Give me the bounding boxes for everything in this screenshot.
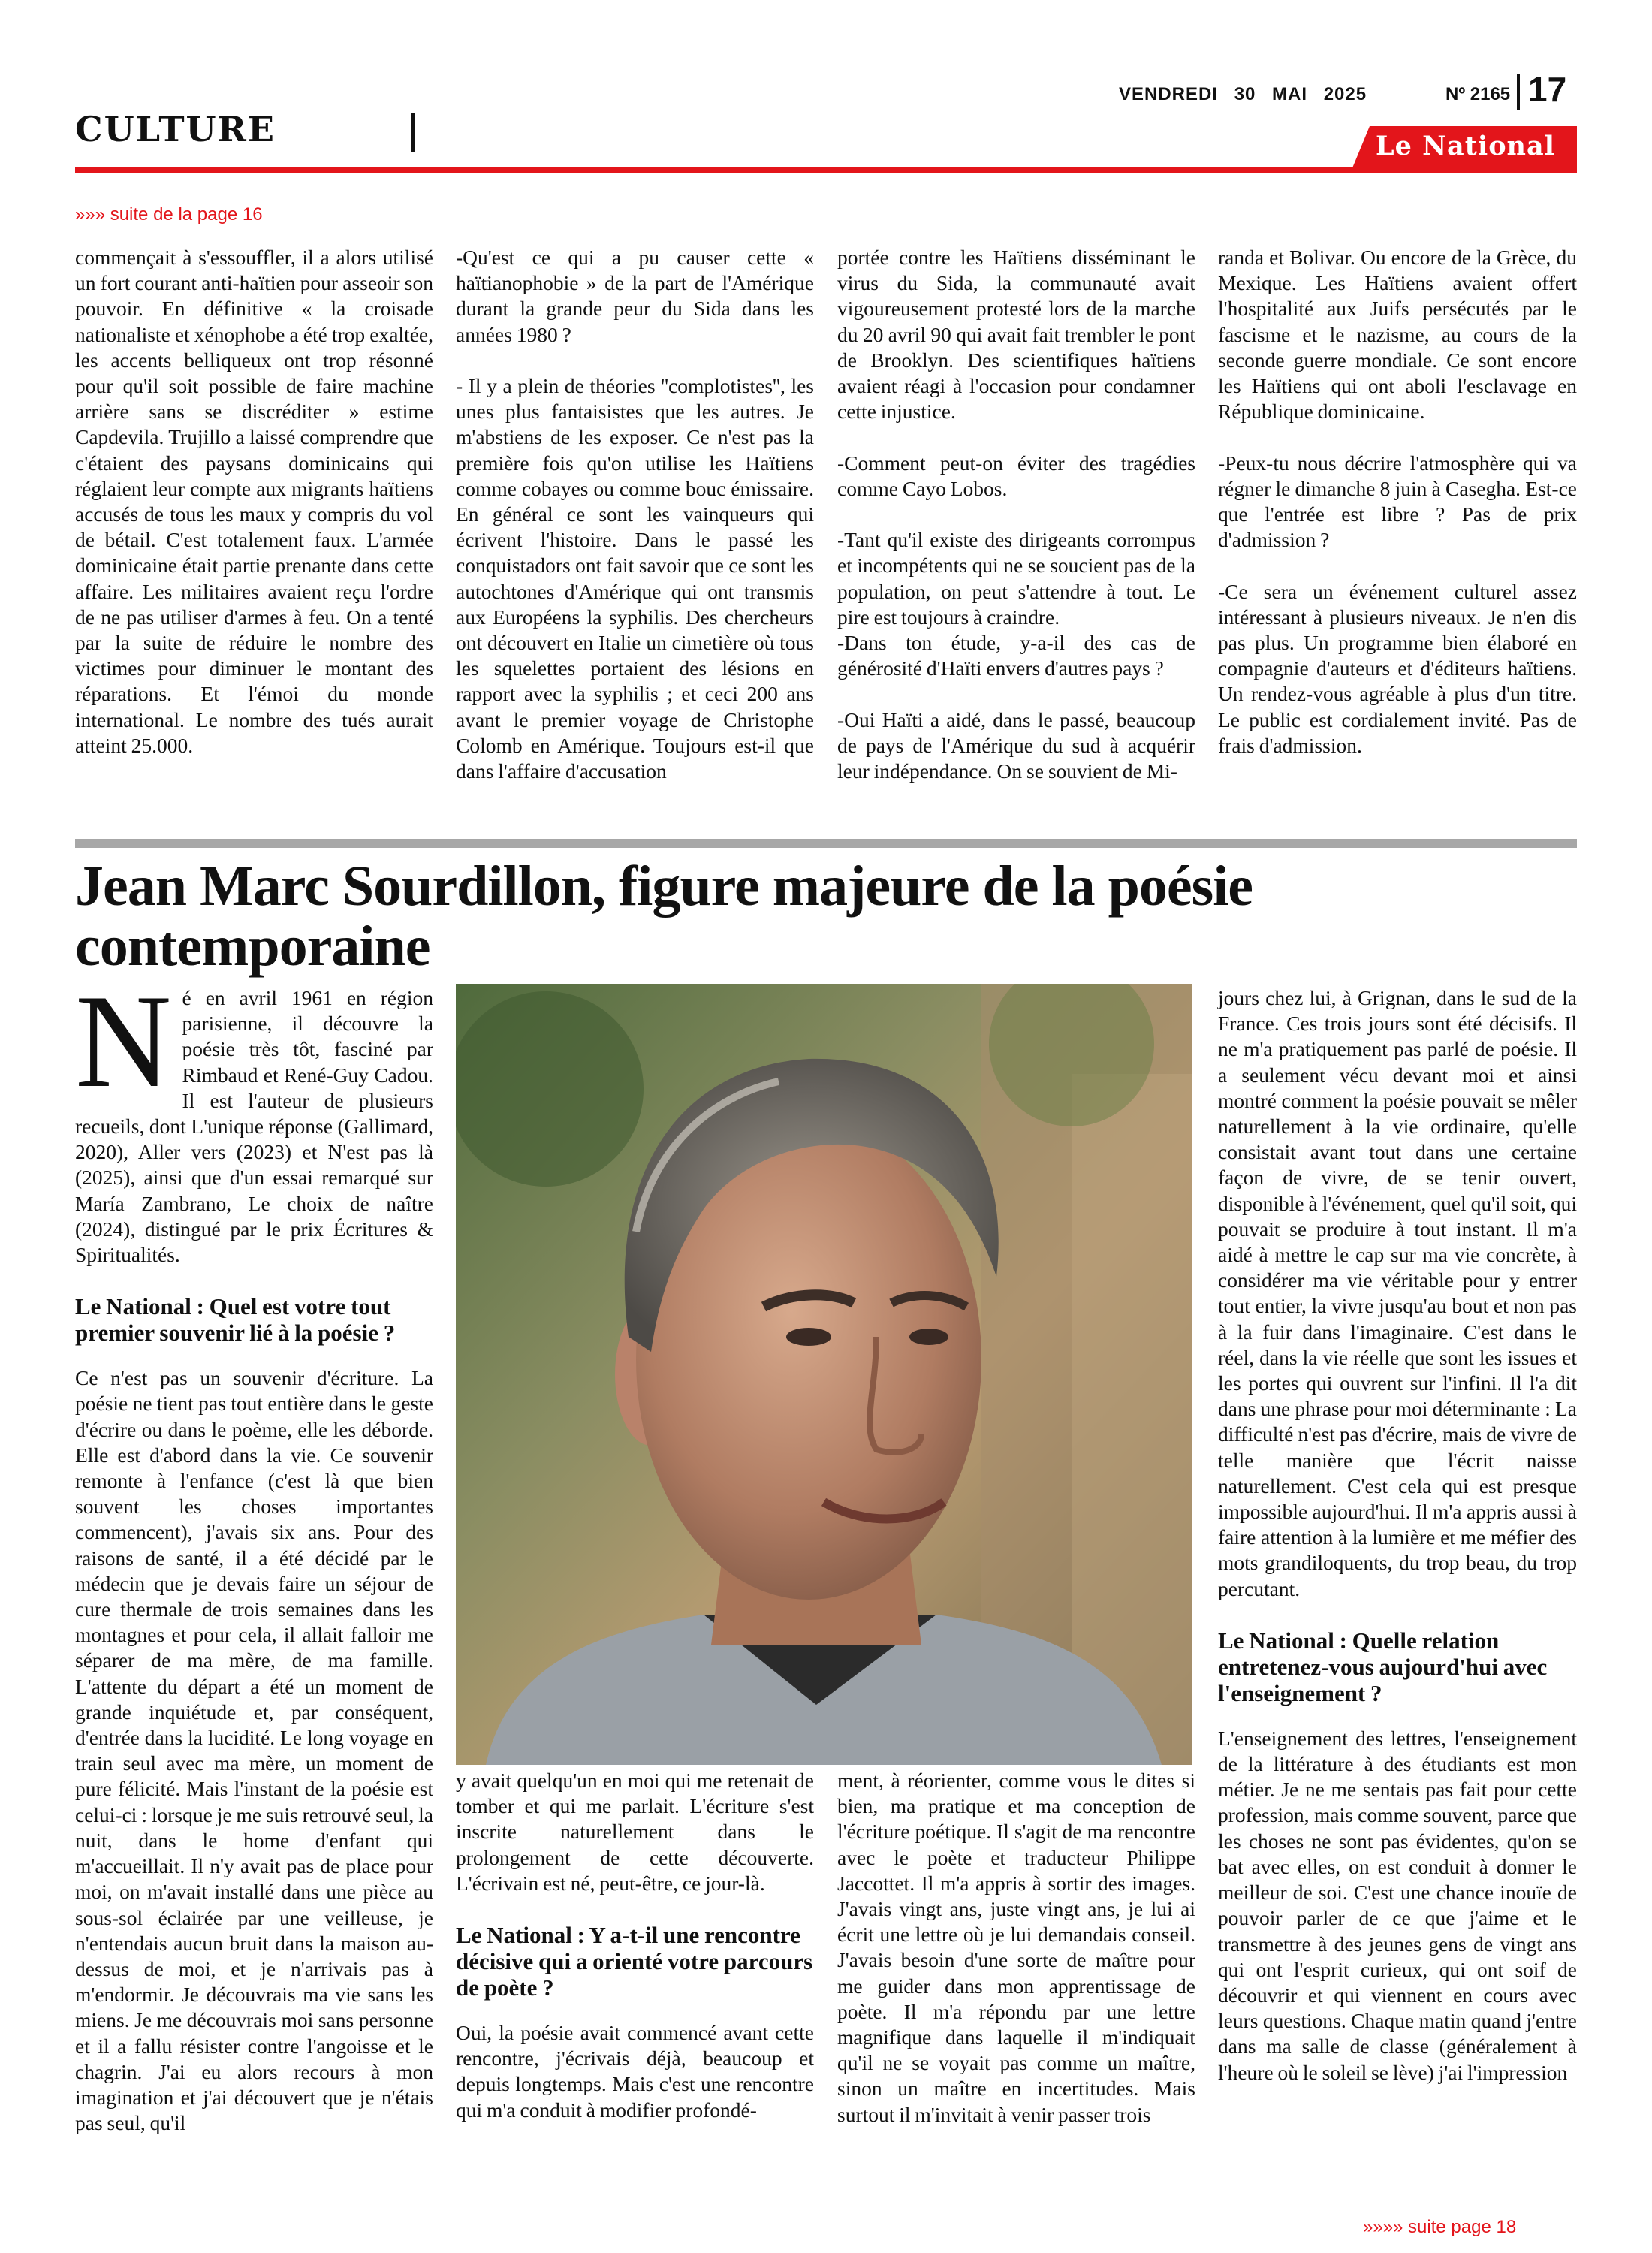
answer-2-part-2: ment, à réorienter, comme vous le dites si bien, ma pratique et ma conception de l'écriture poétique. Il s'agit de ma rencontre avec le poète et traducteur Philippe Jaccottet. Il m'a appris à sortir des images. J'avais vingt ans, juste vingt ans, je lui ai écrit une lettre où je lui demandais conseil. J'avais besoin d'une sorte de maître pour me guider dans mon apprentissage de poète. Il m'a répondu par une lettre magnifique dans laquelle il m'indiquait qu'il ne se voyait pas comme un maître, sinon un maître en incertitudes. Mais surtout il m'invitait à venir passer trois [837, 1769, 1195, 2126]
answer-1: Ce n'est pas un souvenir d'écriture. La poésie ne tient pas tout entière dans le geste d'écrire ou dans le poème, elle les déborde. Elle est d'abord dans la vie. Ce souvenir remonte à l'enfance (c'est là que bien souvent les choses importantes commencent), j'avais six ans. Pour des raisons de santé, il a été décidé par le médecin que je devais faire un séjour de cure thermale de trois semaines dans les montagnes et pour cela, il allait falloir me séparer de ma mère, de ma famille. L'attente du départ a été un moment de grande inquiétude et, par conséquent, d'entrée dans la lucidité. Le long voyage en train seul avec ma mère, un moment de pure félicité. Mais l'instant de la poésie est celui-ci : lorsque je me suis retrouvé seul, la nuit, dans le home d'enfant qui m'accueillait. Il n'y avait pas de place pour moi, on m'avait installé dans une pièce au sous-sol éclairée par une veilleuse, je n'entendais aucun bruit dans la maison au-dessus de moi, et je n'arrivais pas à m'endormir. Je découvrais ma vie sans les miens. Je me découvrais moi sans personne et il a fallu résister contre l'angoisse et le chagrin. J'ai eu alors recours à mon imagination et j'ai découvert que je n'étais pas seul, qu'il [75, 1366, 433, 2135]
top-column-2: -Qu'est ce qui a pu causer cette « haïtianophobie » de la part de l'Amérique durant la grande peur du Sida dans les années 1980 ? - Il y a plein de théories ''complotistes'', les unes plus fantaisistes que les autres. Je m'abstiens de les exposer. Ce n'est pas la première fois qu'on utilise les Haïtiens comme cobayes ou comme bouc émissaire. En général ce sont les vainqueurs qui écrivent l'histoire. Dans le passé les conquistadors ont fait savoir que ce sont les autochtones d'Amérique qui ont transmis aux Européens la syphilis. Des chercheurs ont découvert en Italie un cimetière où tous les squelettes portaient des lésions en rapport avec la syphilis ; et ceci 200 ans avant le premier voyage de Christophe Colomb en Amérique. Toujours est-il que dans l'affaire d'accusation [456, 246, 814, 783]
intro-text: é en avril 1961 en région parisienne, il découvre la poésie très tôt, fasciné par Rimbaud et René-Guy Cadou. Il est l'auteur de plusieurs recueils, dont L'unique réponse (Gallimard, 2020), Aller vers (2023) et N'est pas là (2025), ainsi que d'un essai remarqué sur María Zambrano, Le choix de naître (2024), distingué par le prix Écritures & Spiritualités. [75, 986, 433, 1267]
issue-date: VENDREDI 30 MAI 2025 [1119, 84, 1367, 104]
section-divider [411, 113, 415, 152]
brand-name: Le National [1376, 131, 1555, 161]
answer-2-part-3: jours chez lui, à Grignan, dans le sud de la France. Ces trois jours sont été décisifs. Il ne m'a pratiquement pas parlé de poésie. Il a seulement vécu devant moi et ainsi montré comment la poésie pouvait se mêler naturellement à la vie ordinaire, qu'elle consistait avant tout dans une certaine façon de vivre, de se tenir ouvert, disponible à l'événement, quel qu'il soit, qui pouvait se produire à tout instant. Il m'a aidé à mettre le cap sur ma vie concrète, à considérer ma vie véritable pour y entrer tout entier, la vivre jusqu'au bout et non pas à la fuir dans l'imaginaire. C'est dans le réel, dans la vie réelle que sont les issues et les portes qui ouvrent sur l'infini. Il l'a dit dans une phrase pour moi déterminante : La difficulté n'est pas d'écrire, mais de vivre de telle manière que l'écrit naisse naturellement. C'est cela qui est presque impossible aujourd'hui. Il m'a appris aussi à faire attention à la lumière et me méfier des mots grandiloquents, du trop beau, du trop percutant. [1218, 986, 1577, 1600]
answer-1-end: y avait quelqu'un en moi qui me retenait de tomber et qui me parlait. L'écriture s'est inscrite naturellement dans le prolongement de cette découverte. L'écrivain est né, peut-être, ce jour-là. [456, 1769, 814, 1895]
top-column-1: commençait à s'essouffler, il a alors utilisé un fort courant anti-haïtien pour asseoir son pouvoir. En définitive « la croisade nationaliste et xénophobe a été trop exaltée, les accents belliqueux ont trop résonné pour qu'il soit possible de faire machine arrière sans se discréditer » estime Capdevila. Trujillo a laissé comprendre que c'étaient des paysans dominicains qui réglaient leur compte aux migrants haïtiens accusés de tous les maux y compris du vol de bétail. C'est totalement faux. L'armée dominicaine était partie prenante dans cette affaire. Les militaires avaient reçu l'ordre de ne pas utiliser d'armes à feu. On a tenté par la suite de réduire le nombre des victimes pour diminuer le montant des réparations. Et l'émoi du monde international. Le nombre des tués aurait atteint 25.000. [75, 246, 433, 757]
page-number-divider [1517, 74, 1520, 110]
author-portrait-photo [456, 984, 1192, 1765]
question-1: Le National : Quel est votre tout premier souvenir lié à la poésie ? [75, 1293, 396, 1347]
page-number: 17 [1528, 70, 1567, 109]
question-3: Le National : Quelle relation entretenez-vous aujourd'hui avec l'enseignement ? [1218, 1627, 1548, 1706]
top-column-4: randa et Bolivar. Ou encore de la Grèce, du Mexique. Les Haïtiens avaient offert l'hospitalité aux Juifs persécutés par le fascisme et le nazisme, au cours de la seconde guerre mondiale. Ce sont encore les Haïtiens qui ont aboli l'esclavage en République dominicaine. -Peux-tu nous décrire l'atmosphère qui va régner le dimanche 8 juin à Casegha. Est-ce que l'entrée est libre ? Pas de prix d'admission ? -Ce sera un événement culturel assez intéressant à plusieurs niveaux. Je n'en dis pas plus. Un programme bien élaboré en compagnie d'auteurs et d'éditeurs haïtiens. Un rendez-vous agréable à plus d'un titre. Le public est cordialement invité. Pas de frais d'admission. [1218, 246, 1577, 757]
top-column-3: portée contre les Haïtiens disséminant le virus du Sida, la communauté avait vigoureusement protesté lors de la marche du 20 avril 90 qui avait fait trembler le pont de Brooklyn. Des scientifiques haïtiens avaient réagi à l'occasion pour condamner cette injustice. -Comment peut-on éviter des tragédies comme Cayo Lobos. -Tant qu'il existe des dirigeants corrompus et incompétents qui ne se soucient pas de la population, on peut s'attendre à tout. Le pire est toujours à craindre. -Dans ton étude, y-a-il des cas de générosité d'Haïti envers d'autres pays ? -Oui Haïti a aidé, dans le passé, beaucoup de pays de l'Amérique du sud à acquérir leur indépendance. On se souvient de Mi- [837, 246, 1195, 783]
continued-to: »»»» suite page 18 [1363, 2217, 1517, 2237]
article-headline: Jean Marc Sourdillon, figure majeure de la poésie contemporaine [75, 855, 1253, 978]
article-separator [75, 839, 1577, 848]
continued-from: »»» suite de la page 16 [75, 204, 263, 225]
issue-number: Nº 2165 [1446, 84, 1511, 104]
article-column-2 [456, 1768, 814, 2218]
section-title: CULTURE [75, 109, 276, 149]
article-column-3 [837, 1768, 1195, 2218]
header-rule [75, 167, 1577, 173]
article-column-4 [1218, 985, 1577, 2217]
drop-cap: N [75, 967, 172, 1115]
answer-3: L'enseignement des lettres, l'enseignement de la littérature à des étudiants est mon métier. Je ne me sentais pas fait pour cette profession, mais comme souvent, parce que les choses ne sont pas évidentes, qu'on se bat avec elles, on est conduit à donner le meilleur de soi. C'est une chance inouïe de pouvoir parler de ce que j'aime et le transmettre à des jeunes gens de vingt ans qui ont l'esprit curieux, qui ont soif de découvrir et qui viennent en cours avec leurs questions. Chaque matin quand j'entre dans ma salle de classe (généralement à l'heure où le soleil se lève) j'ai l'impression [1218, 1726, 1577, 2084]
article-column-1 [75, 967, 433, 2217]
answer-2-part-1: Oui, la poésie avait commencé avant cette rencontre, j'écrivais déjà, beaucoup et depuis longtemps. Mais c'est une rencontre qui m'a conduit à modifier profondé- [456, 2021, 814, 2122]
question-2: Le National : Y a-t-il une rencontre décisive qui a orienté votre parcours de poète ? [456, 1922, 813, 2001]
